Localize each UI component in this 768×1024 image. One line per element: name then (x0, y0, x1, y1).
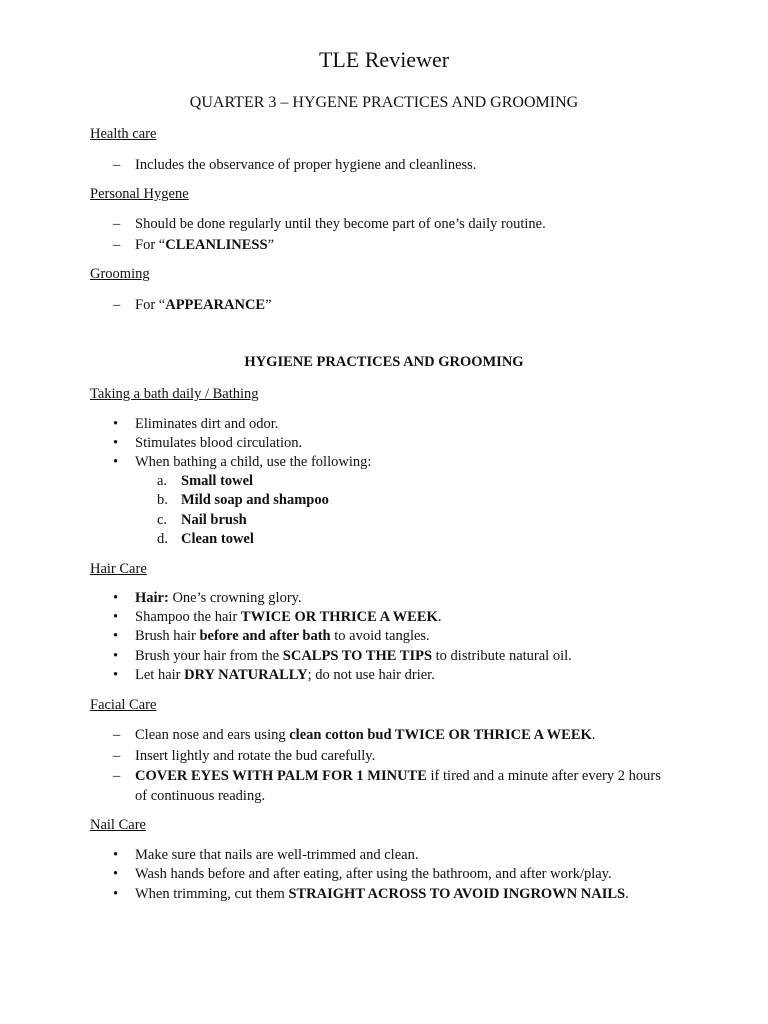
bullet-marker: • (113, 847, 119, 863)
bold-text: COVER EYES WITH PALM FOR 1 MINUTE (135, 768, 427, 784)
dash-marker: – (113, 157, 121, 173)
bullet-marker: • (113, 435, 119, 451)
dash-marker: – (113, 216, 121, 232)
section-heading-personal-hygene: Personal Hygene (90, 186, 189, 202)
bold-text: clean cotton bud TWICE OR THRICE A WEEK (289, 727, 592, 743)
list-item: Should be done regularly until they become part of one’s daily routine. (135, 216, 546, 232)
sub-list-item: Mild soap and shampoo (181, 492, 329, 508)
sub-list-item: Small towel (181, 473, 254, 489)
practices-heading: HYGIENE PRACTICES AND GROOMING (244, 354, 524, 370)
text-run: if tired and a minute after every 2 hours (426, 768, 661, 784)
bold-text: DRY NATURALLY (184, 667, 308, 683)
bold-text: TWICE OR THRICE A WEEK (240, 609, 438, 625)
text-run: For “ (135, 297, 166, 313)
bullet-marker: • (113, 416, 119, 432)
sub-list-marker: a. (157, 473, 168, 489)
text-run: . (437, 609, 442, 625)
text-run: ” (265, 297, 272, 313)
list-item (135, 590, 302, 607)
text-run: ” (267, 237, 274, 253)
section-heading-grooming: Grooming (90, 266, 150, 282)
dash-marker: – (113, 297, 121, 313)
text-run: Brush hair (135, 628, 200, 644)
sub-list-marker: d. (157, 531, 168, 547)
section-heading-bathing: Taking a bath daily / Bathing (90, 386, 259, 402)
bullet-marker: • (113, 866, 119, 882)
bold-text: Hair: (135, 590, 169, 606)
bullet-marker: • (113, 628, 119, 644)
list-item: Insert lightly and rotate the bud carefully. (135, 748, 376, 764)
list-item (135, 667, 435, 684)
dash-marker: – (113, 727, 121, 743)
bold-text: before and after bath (199, 628, 331, 644)
list-item (135, 237, 274, 254)
bullet-marker: • (113, 667, 119, 683)
text-run: Brush your hair from the (135, 648, 283, 664)
bullet-marker: • (113, 454, 119, 470)
section-heading-facial-care: Facial Care (90, 697, 157, 713)
bold-text: SCALPS TO THE TIPS (282, 648, 433, 664)
list-item (135, 727, 595, 744)
sub-list-marker: b. (157, 492, 168, 508)
list-item (135, 648, 572, 665)
list-item-continuation: of continuous reading. (135, 788, 266, 804)
list-item: Stimulates blood circulation. (135, 435, 303, 451)
list-item: Includes the observance of proper hygiene and cleanliness. (135, 157, 477, 173)
list-item (135, 609, 441, 626)
page-subtitle: QUARTER 3 – HYGENE PRACTICES AND GROOMING (189, 94, 579, 111)
text-run: One’s crowning glory. (168, 590, 302, 606)
text-run: to avoid tangles. (330, 628, 430, 644)
list-item: Wash hands before and after eating, after using the bathroom, and after work/play. (135, 866, 612, 882)
bullet-marker: • (113, 886, 119, 902)
section-heading-hair-care: Hair Care (90, 561, 147, 577)
list-item: Eliminates dirt and odor. (135, 416, 279, 432)
text-run: When trimming, cut them (135, 886, 289, 902)
dash-marker: – (113, 748, 121, 764)
list-item: When bathing a child, use the following: (135, 454, 372, 470)
sub-list-item: Clean towel (181, 531, 254, 547)
bold-text: CLEANLINESS (165, 237, 268, 253)
bold-text: STRAIGHT ACROSS TO AVOID INGROWN NAILS (288, 886, 626, 902)
page-title: TLE Reviewer (318, 47, 450, 72)
text-run: . (625, 886, 629, 902)
section-heading-nail-care: Nail Care (90, 817, 146, 833)
list-item (135, 297, 272, 314)
bullet-marker: • (113, 648, 119, 664)
bullet-marker: • (113, 609, 119, 625)
list-item: Make sure that nails are well-trimmed and clean. (135, 847, 419, 863)
dash-marker: – (113, 237, 121, 253)
dash-marker: – (113, 768, 121, 784)
text-run: ; do not use hair drier. (307, 667, 435, 683)
sub-list-item: Nail brush (181, 512, 247, 528)
text-run: Let hair (135, 667, 185, 683)
list-item (135, 628, 430, 645)
text-run: . (591, 727, 596, 743)
sub-list-marker: c. (157, 512, 168, 528)
text-run: Clean nose and ears using (135, 727, 290, 743)
list-item (135, 886, 629, 903)
text-run: Shampoo the hair (135, 609, 241, 625)
text-run: to distribute natural oil. (432, 648, 572, 664)
text-run: For “ (135, 237, 166, 253)
bullet-marker: • (113, 590, 119, 606)
list-item (135, 768, 661, 785)
section-heading-health-care: Health care (90, 126, 157, 142)
bold-text: APPEARANCE (165, 297, 266, 313)
